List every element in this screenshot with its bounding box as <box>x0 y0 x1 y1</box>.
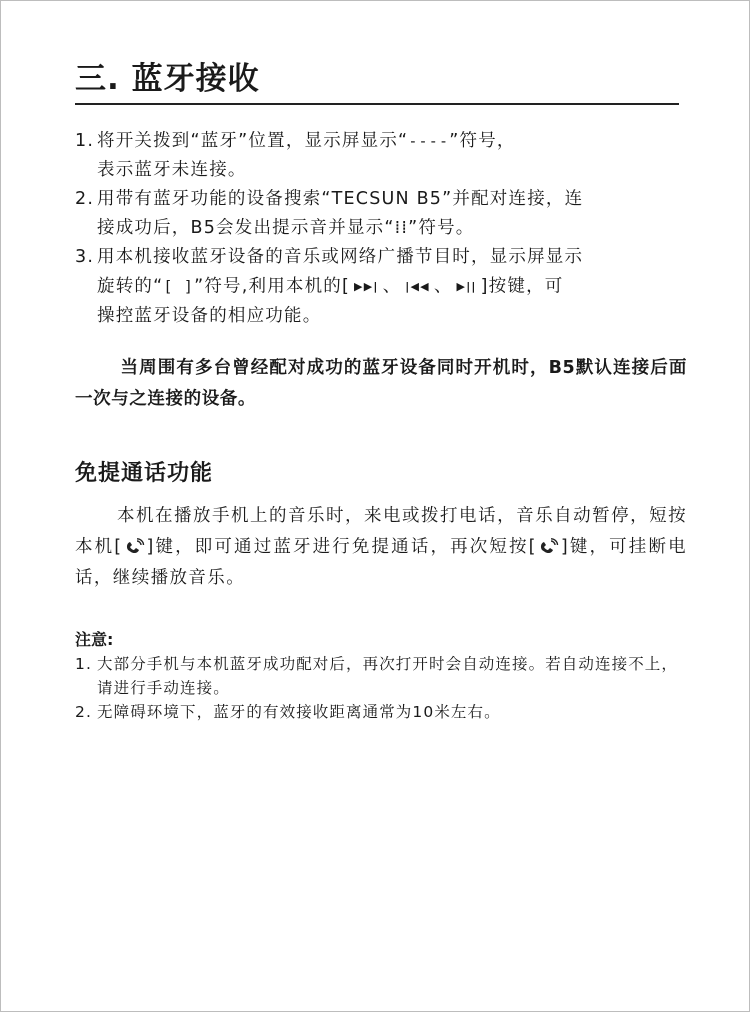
note-item <box>75 700 687 724</box>
handsfree-title: 免提通话功能 <box>75 460 214 486</box>
item-number: 2. <box>75 189 95 209</box>
section-title: 三. 蓝牙接收 <box>75 61 260 97</box>
list-item <box>75 243 687 331</box>
previous-track-icon: |◀◀ <box>405 280 430 293</box>
play-pause-icon: ▶|| <box>456 280 477 293</box>
notes-title: 注意: <box>75 629 114 649</box>
handsfree-paragraph: 本机在播放手机上的音乐时，来电或拨打电话，音乐自动暂停，短按本机[ ]键，即可通过蓝牙进行免提通话，再次短按[ ]键，可挂断电话，继续播放音乐。 <box>75 505 687 588</box>
note-text: 大部分手机与本机蓝牙成功配对后，再次打开时会自动连接。若自动连接不上，请进行手动连接。 <box>97 654 679 697</box>
note-number: 1. <box>75 654 92 673</box>
title-divider <box>75 103 679 105</box>
note-item <box>75 652 687 700</box>
page-content <box>75 59 687 724</box>
note-number: 2. <box>75 702 92 721</box>
item-number: 1. <box>75 131 95 151</box>
item-number: 3. <box>75 247 95 267</box>
note-text: 无障碍环境下，蓝牙的有效接收距离通常为10米左右。 <box>97 702 501 721</box>
list-item <box>75 185 687 243</box>
item-text: 用本机接收蓝牙设备的音乐或网络广播节目时，显示屏显示 旋转的“[ ]”符号,利用本机的[ ▶▶| 、 |◀◀ 、 ▶|| ]按键，可 操控蓝牙设备的相应功能。 <box>97 247 584 326</box>
next-track-icon: ▶▶| <box>354 280 379 293</box>
list-item <box>75 127 687 185</box>
item-text: 用带有蓝牙功能的设备搜索“TECSUN B5”并配对连接，连 接成功后，B5会发出提示音并显示“⁞⁞”符号。 <box>97 189 584 238</box>
multi-device-paragraph: 当周围有多台曾经配对成功的蓝牙设备同时开机时，B5默认连接后面一次与之连接的设备。 <box>75 357 687 409</box>
dash-symbol: ---- <box>408 132 450 150</box>
item-text: 将开关拨到“蓝牙”位置，显示屏显示“----”符号， 表示蓝牙未连接。 <box>97 131 516 180</box>
rotating-symbol: [ ] <box>163 277 195 296</box>
phone-icon <box>539 538 559 554</box>
phone-icon <box>125 538 145 554</box>
connected-symbol: ⁞⁞ <box>394 218 409 238</box>
